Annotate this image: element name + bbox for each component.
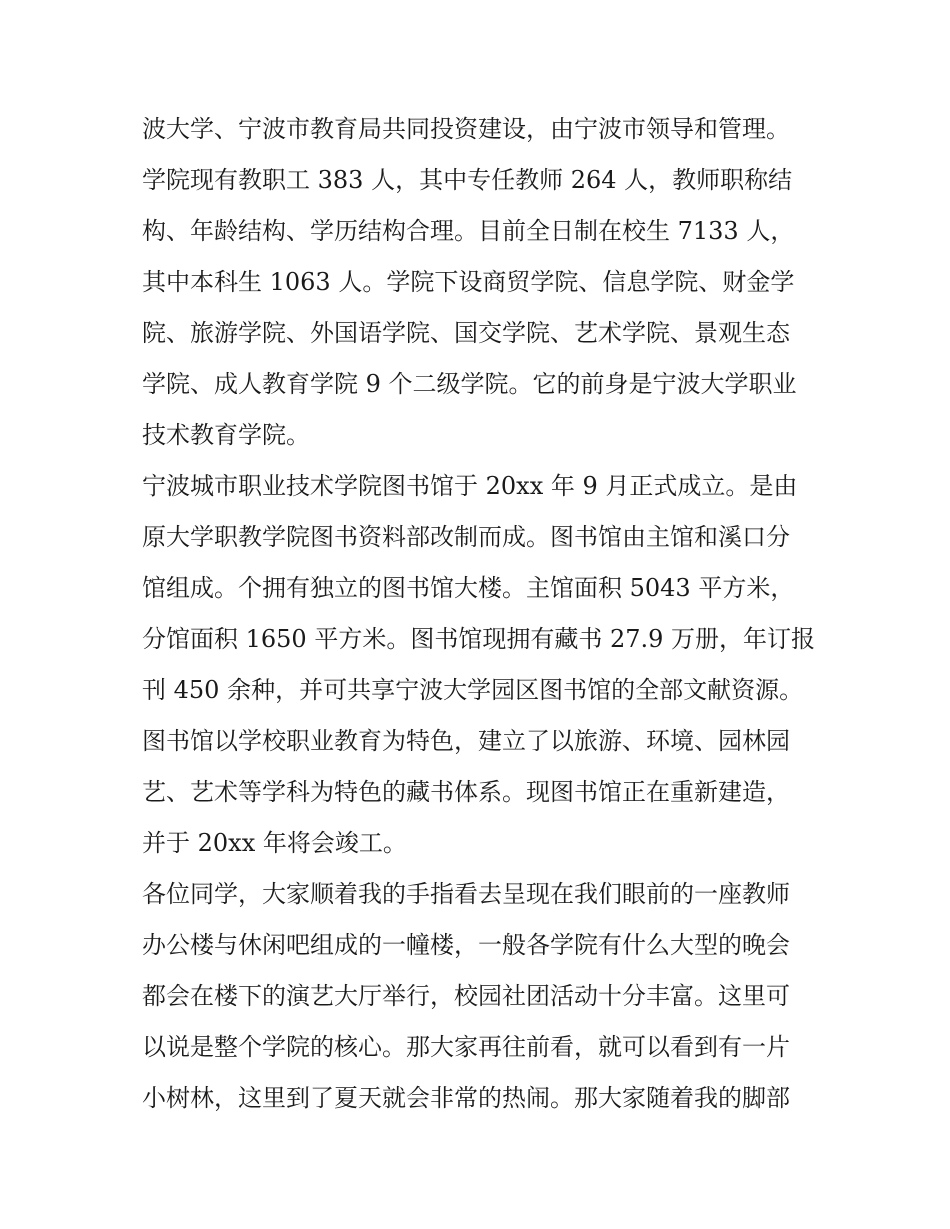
text-line: 学院现有教职工 383 人，其中专任教师 264 人，教师职称结 <box>142 166 793 194</box>
document-body <box>142 104 822 1124</box>
text-line: 小树林，这里到了夏天就会非常的热闹。那大家随着我的脚部 <box>142 1084 790 1112</box>
text-line: 并于 20xx 年将会竣工。 <box>142 829 407 857</box>
text-line: 宁波城市职业技术学院图书馆于 20xx 年 9 月正式成立。是由 <box>142 472 798 500</box>
text-line: 图书馆以学校职业教育为特色，建立了以旅游、环境、园林园 <box>142 727 790 755</box>
text-line: 技术教育学院。 <box>142 421 310 449</box>
text-line: 原大学职教学院图书资料部改制而成。图书馆由主馆和溪口分 <box>142 523 790 551</box>
text-line: 院、旅游学院、外国语学院、国交学院、艺术学院、景观生态 <box>142 319 790 347</box>
text-line: 分馆面积 1650 平方米。图书馆现拥有藏书 27.9 万册，年订报 <box>142 625 816 653</box>
text-line: 其中本科生 1063 人。学院下设商贸学院、信息学院、财金学 <box>142 268 795 296</box>
text-line: 都会在楼下的演艺大厅举行，校园社团活动十分丰富。这里可 <box>142 982 790 1010</box>
text-line: 刊 450 余种，并可共享宁波大学园区图书馆的全部文献资源。 <box>142 676 804 704</box>
text-line: 学院、成人教育学院 9 个二级学院。它的前身是宁波大学职业 <box>142 370 797 398</box>
text-line: 波大学、宁波市教育局共同投资建设，由宁波市领导和管理。 <box>142 115 790 143</box>
text-line: 艺、艺术等学科为特色的藏书体系。现图书馆正在重新建造， <box>142 778 790 806</box>
text-line: 馆组成。个拥有独立的图书馆大楼。主馆面积 5043 平方米， <box>142 574 795 602</box>
text-line: 以说是整个学院的核心。那大家再往前看，就可以看到有一片 <box>142 1033 790 1061</box>
text-line: 各位同学，大家顺着我的手指看去呈现在我们眼前的一座教师 <box>142 880 790 908</box>
text-line: 构、年龄结构、学历结构合理。目前全日制在校生 7133 人， <box>142 217 795 245</box>
text-line: 办公楼与休闲吧组成的一幢楼，一般各学院有什么大型的晚会 <box>142 931 790 959</box>
